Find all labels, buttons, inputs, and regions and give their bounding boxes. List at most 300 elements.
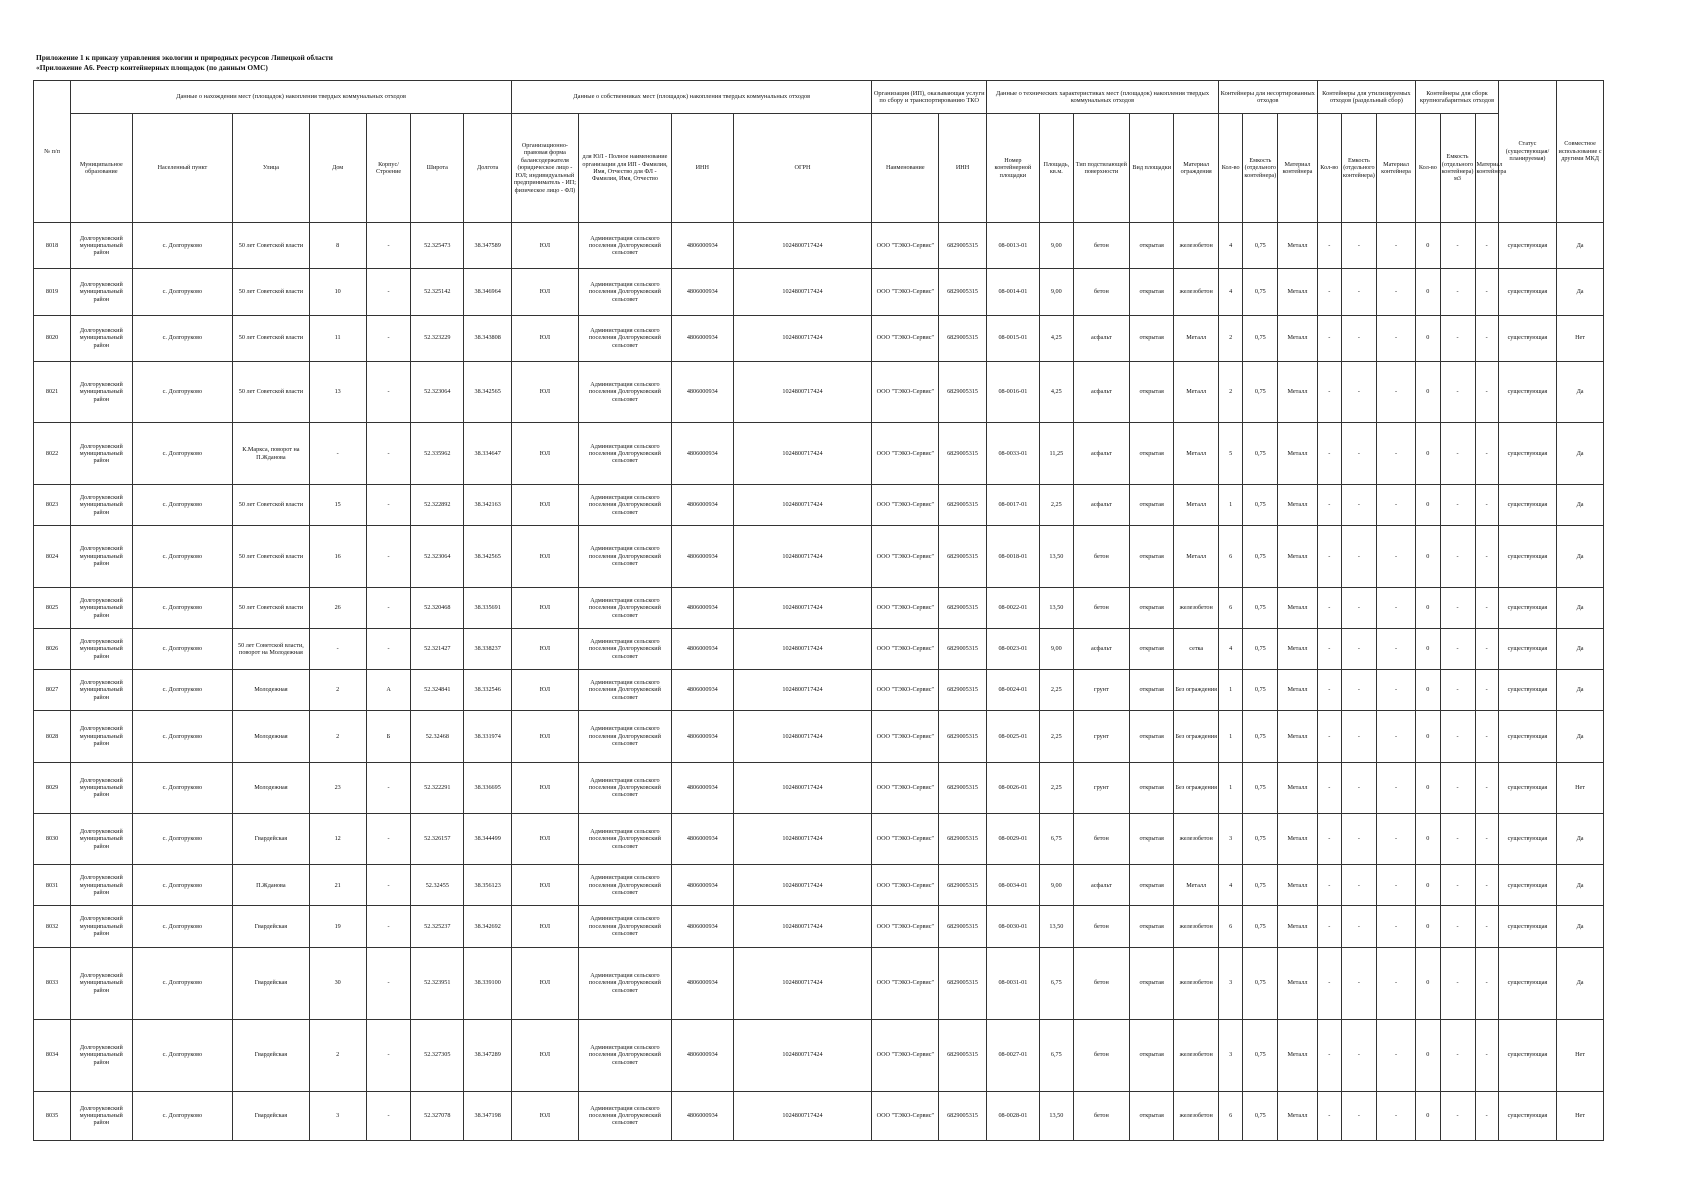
table-cell: с. Долгоруково <box>132 1091 233 1141</box>
table-cell: 38.342163 <box>464 485 512 526</box>
table-cell: ЮЛ <box>512 361 579 423</box>
table-cell: Да <box>1557 906 1604 947</box>
table-cell: 08-0027-01 <box>986 1019 1039 1091</box>
table-cell: - <box>1376 526 1415 588</box>
table-cell: 38.342692 <box>464 906 512 947</box>
table-cell: 8035 <box>34 1091 71 1141</box>
table-cell: 1 <box>1218 670 1242 711</box>
table-cell: Администрация сельского поселения Долгоруковский сельсовет <box>578 1091 671 1141</box>
table-cell: 21 <box>309 865 366 906</box>
table-cell: 52.326157 <box>411 813 464 864</box>
table-cell: Да <box>1557 587 1604 628</box>
table-cell: 4806000934 <box>672 269 733 315</box>
table-cell: 0 <box>1416 813 1440 864</box>
table-cell: - <box>1341 223 1376 269</box>
table-cell: 2 <box>1218 315 1242 361</box>
table-cell: открытая <box>1129 223 1174 269</box>
table-cell: ЮЛ <box>512 711 579 762</box>
group-header: Организация (ИП), оказывающая услуги по сбору и транспортированию ТКО <box>872 81 986 114</box>
table-cell: 9,00 <box>1039 628 1073 669</box>
table-cell: с. Долгоруково <box>132 628 233 669</box>
table-cell: - <box>1376 269 1415 315</box>
table-cell: 52.325142 <box>411 269 464 315</box>
table-cell: открытая <box>1129 628 1174 669</box>
table-cell: открытая <box>1129 1019 1174 1091</box>
table-cell: 08-0034-01 <box>986 865 1039 906</box>
table-cell: 1024800717424 <box>733 906 872 947</box>
table-cell: с. Долгоруково <box>132 526 233 588</box>
table-cell: Долгоруковский муниципальный район <box>71 813 132 864</box>
table-cell: 0 <box>1416 762 1440 813</box>
table-cell: 0,75 <box>1243 485 1278 526</box>
table-cell: 0,75 <box>1243 223 1278 269</box>
table-cell: 38.342565 <box>464 361 512 423</box>
table-cell: железобетон <box>1174 906 1219 947</box>
table-cell: Металл <box>1174 865 1219 906</box>
table-cell: Да <box>1557 269 1604 315</box>
table-cell: Да <box>1557 813 1604 864</box>
table-cell: 0,75 <box>1243 423 1278 485</box>
table-cell: 3 <box>309 1091 366 1141</box>
table-cell: - <box>1317 762 1341 813</box>
table-cell: Долгоруковский муниципальный район <box>71 1091 132 1141</box>
table-cell: Молодежная <box>233 670 309 711</box>
table-cell: асфальт <box>1073 315 1129 361</box>
table-cell: 08-0024-01 <box>986 670 1039 711</box>
table-cell: железобетон <box>1174 1091 1219 1141</box>
table-cell: ООО "ТЭКО-Сервис" <box>872 485 939 526</box>
table-cell: 50 лет Советской власти, поворот на Молодежная <box>233 628 309 669</box>
table-cell: 52.320468 <box>411 587 464 628</box>
table-cell: 52.325237 <box>411 906 464 947</box>
table-cell: 9,00 <box>1039 865 1073 906</box>
table-cell: асфальт <box>1073 628 1129 669</box>
table-cell: существующая <box>1498 485 1556 526</box>
table-cell: - <box>1341 315 1376 361</box>
table-cell: 8028 <box>34 711 71 762</box>
table-cell: - <box>1440 711 1475 762</box>
table-cell: железобетон <box>1174 1019 1219 1091</box>
table-cell: - <box>1341 906 1376 947</box>
table-cell: 6 <box>1218 587 1242 628</box>
table-cell: бетон <box>1073 587 1129 628</box>
table-cell: 9,00 <box>1039 269 1073 315</box>
group-header-row <box>34 81 1604 114</box>
table-cell: открытая <box>1129 670 1174 711</box>
table-cell: Металл <box>1174 423 1219 485</box>
table-cell: с. Долгоруково <box>132 711 233 762</box>
table-cell: 4806000934 <box>672 1091 733 1141</box>
group-header: Контейнеры для утилизируемых отходов (раздельный сбор) <box>1317 81 1416 114</box>
table-cell: Да <box>1557 628 1604 669</box>
column-header: Улица <box>233 114 309 223</box>
table-cell: существующая <box>1498 423 1556 485</box>
table-cell: 0,75 <box>1243 628 1278 669</box>
table-cell: - <box>366 906 411 947</box>
table-cell: П.Жданова <box>233 865 309 906</box>
table-cell: Гвардейская <box>233 1019 309 1091</box>
table-cell: существующая <box>1498 711 1556 762</box>
table-cell: 6829005315 <box>939 587 987 628</box>
table-cell: - <box>366 762 411 813</box>
table-cell: с. Долгоруково <box>132 485 233 526</box>
table-cell: - <box>1376 628 1415 669</box>
table-cell: 1024800717424 <box>733 526 872 588</box>
table-cell: - <box>366 526 411 588</box>
table-cell: 52.335962 <box>411 423 464 485</box>
table-cell: 0,75 <box>1243 587 1278 628</box>
table-cell: 4806000934 <box>672 587 733 628</box>
table-cell: 1024800717424 <box>733 1019 872 1091</box>
group-header: Контейнеры для сборк крупногабаритных отходов <box>1416 81 1499 114</box>
table-cell: 0,75 <box>1243 865 1278 906</box>
table-cell: - <box>1317 628 1341 669</box>
table-cell: железобетон <box>1174 947 1219 1019</box>
table-cell: Администрация сельского поселения Долгоруковский сельсовет <box>578 269 671 315</box>
column-header: Емкость (отдельного контейнера) м3 <box>1440 114 1475 223</box>
table-cell: открытая <box>1129 269 1174 315</box>
table-cell: 6 <box>1218 1091 1242 1141</box>
table-cell: Металл <box>1174 526 1219 588</box>
table-cell: 4806000934 <box>672 315 733 361</box>
table-cell: - <box>1440 315 1475 361</box>
table-cell: 0 <box>1416 711 1440 762</box>
table-cell: Долгоруковский муниципальный район <box>71 865 132 906</box>
table-cell: - <box>1341 1019 1376 1091</box>
table-cell: 4806000934 <box>672 1019 733 1091</box>
table-cell: открытая <box>1129 423 1174 485</box>
table-cell: 52.324841 <box>411 670 464 711</box>
table-cell: Металл <box>1278 269 1317 315</box>
table-row <box>34 762 1604 813</box>
table-cell: 52.327078 <box>411 1091 464 1141</box>
table-cell: с. Долгоруково <box>132 361 233 423</box>
table-cell: 4 <box>1218 865 1242 906</box>
table-cell: - <box>1317 1019 1341 1091</box>
table-cell: 38.338237 <box>464 628 512 669</box>
table-cell: 4806000934 <box>672 670 733 711</box>
caption-line-2: «Приложение А6. Реестр контейнерных площадок (по данным ОМС) <box>36 63 268 72</box>
table-cell: Долгоруковский муниципальный район <box>71 947 132 1019</box>
table-cell: 38.347198 <box>464 1091 512 1141</box>
table-cell: Гвардейская <box>233 813 309 864</box>
column-header: ОГРН <box>733 114 872 223</box>
table-cell: - <box>1317 361 1341 423</box>
table-cell: 38.339100 <box>464 947 512 1019</box>
table-cell: - <box>1376 762 1415 813</box>
table-cell: Долгоруковский муниципальный район <box>71 485 132 526</box>
table-cell: Металл <box>1278 361 1317 423</box>
table-cell: - <box>1376 670 1415 711</box>
table-cell: существующая <box>1498 813 1556 864</box>
table-cell: 38.332546 <box>464 670 512 711</box>
table-cell: 1024800717424 <box>733 1091 872 1141</box>
table-cell: существующая <box>1498 947 1556 1019</box>
table-cell: - <box>1341 1091 1376 1141</box>
table-cell: К.Маркса, поворот на П.Жданова <box>233 423 309 485</box>
table-cell: ООО "ТЭКО-Сервис" <box>872 315 939 361</box>
table-cell: 13,50 <box>1039 906 1073 947</box>
table-cell: 11,25 <box>1039 423 1073 485</box>
table-cell: 6829005315 <box>939 711 987 762</box>
table-cell: существующая <box>1498 1019 1556 1091</box>
table-cell: - <box>366 485 411 526</box>
table-cell: 08-0026-01 <box>986 762 1039 813</box>
column-header: Широта <box>411 114 464 223</box>
table-cell: 1024800717424 <box>733 361 872 423</box>
table-cell: ООО "ТЭКО-Сервис" <box>872 947 939 1019</box>
table-cell: Администрация сельского поселения Долгоруковский сельсовет <box>578 670 671 711</box>
table-cell: 50 лет Советской власти <box>233 361 309 423</box>
table-cell: 6829005315 <box>939 762 987 813</box>
table-cell: ЮЛ <box>512 813 579 864</box>
table-cell: ООО "ТЭКО-Сервис" <box>872 587 939 628</box>
table-cell: Б <box>366 711 411 762</box>
table-cell: - <box>1341 587 1376 628</box>
table-cell: 4806000934 <box>672 628 733 669</box>
table-cell: 23 <box>309 762 366 813</box>
table-cell: 0,75 <box>1243 711 1278 762</box>
table-cell: - <box>1376 1019 1415 1091</box>
table-cell: открытая <box>1129 947 1174 1019</box>
table-cell: ЮЛ <box>512 762 579 813</box>
table-cell: Администрация сельского поселения Долгоруковский сельсовет <box>578 865 671 906</box>
table-cell: - <box>1440 587 1475 628</box>
table-cell: 1 <box>1218 762 1242 813</box>
table-cell: 13,50 <box>1039 587 1073 628</box>
table-cell: 26 <box>309 587 366 628</box>
table-cell: Администрация сельского поселения Долгоруковский сельсовет <box>578 587 671 628</box>
table-cell: - <box>1341 813 1376 864</box>
table-cell: открытая <box>1129 813 1174 864</box>
table-cell: существующая <box>1498 315 1556 361</box>
table-row <box>34 711 1604 762</box>
table-cell: бетон <box>1073 1019 1129 1091</box>
table-cell: открытая <box>1129 485 1174 526</box>
table-cell: ЮЛ <box>512 628 579 669</box>
table-cell: 4 <box>1218 628 1242 669</box>
table-cell: - <box>1475 1091 1498 1141</box>
table-cell: Долгоруковский муниципальный район <box>71 361 132 423</box>
table-cell: - <box>1440 361 1475 423</box>
column-header: Материал контейнера <box>1278 114 1317 223</box>
column-header: Материал ограждения <box>1174 114 1219 223</box>
table-cell: Долгоруковский муниципальный район <box>71 906 132 947</box>
table-cell: 0,75 <box>1243 762 1278 813</box>
table-cell: 38.342565 <box>464 526 512 588</box>
table-cell: 4806000934 <box>672 485 733 526</box>
table-cell: асфальт <box>1073 865 1129 906</box>
table-cell: - <box>1341 485 1376 526</box>
table-cell: А <box>366 670 411 711</box>
table-cell: - <box>1341 947 1376 1019</box>
table-cell: Металл <box>1278 628 1317 669</box>
table-cell: грунт <box>1073 762 1129 813</box>
table-cell: 11 <box>309 315 366 361</box>
table-cell: 6829005315 <box>939 628 987 669</box>
table-cell: Металл <box>1278 485 1317 526</box>
table-cell: - <box>1317 223 1341 269</box>
table-cell: 0,75 <box>1243 269 1278 315</box>
table-cell: 0 <box>1416 423 1440 485</box>
table-cell: 6829005315 <box>939 315 987 361</box>
table-cell: 8021 <box>34 361 71 423</box>
table-cell: 1024800717424 <box>733 947 872 1019</box>
table-cell: 4,25 <box>1039 315 1073 361</box>
table-cell: - <box>366 223 411 269</box>
table-cell: 08-0028-01 <box>986 1091 1039 1141</box>
column-header: Корпус/Строение <box>366 114 411 223</box>
table-cell: 15 <box>309 485 366 526</box>
table-cell: Металл <box>1278 670 1317 711</box>
table-cell: 6829005315 <box>939 361 987 423</box>
table-cell: асфальт <box>1073 485 1129 526</box>
table-cell: - <box>1317 269 1341 315</box>
table-cell: - <box>1341 670 1376 711</box>
group-header: Данные о нахождении мест (площадок) накопления твердых коммунальных отходов <box>71 81 512 114</box>
table-cell: Нет <box>1557 315 1604 361</box>
table-cell: ООО "ТЭКО-Сервис" <box>872 361 939 423</box>
table-cell: - <box>1317 865 1341 906</box>
table-cell: - <box>1475 906 1498 947</box>
table-cell: 38.356123 <box>464 865 512 906</box>
group-header: Данные о собственниках мест (площадок) накопления твердых коммунальных отходов <box>512 81 872 114</box>
table-cell: 1024800717424 <box>733 711 872 762</box>
table-cell: с. Долгоруково <box>132 762 233 813</box>
table-cell: - <box>1475 423 1498 485</box>
table-cell: бетон <box>1073 906 1129 947</box>
table-cell: асфальт <box>1073 423 1129 485</box>
table-cell: 3 <box>1218 813 1242 864</box>
table-cell: 0 <box>1416 947 1440 1019</box>
table-cell: - <box>1341 865 1376 906</box>
table-cell: Молодежная <box>233 711 309 762</box>
column-header: Кол-во <box>1416 114 1440 223</box>
table-cell: 08-0031-01 <box>986 947 1039 1019</box>
table-cell: 1024800717424 <box>733 223 872 269</box>
table-cell: Долгоруковский муниципальный район <box>71 711 132 762</box>
table-row <box>34 865 1604 906</box>
table-cell: железобетон <box>1174 223 1219 269</box>
table-cell: ООО "ТЭКО-Сервис" <box>872 865 939 906</box>
table-cell: 8020 <box>34 315 71 361</box>
table-cell: ЮЛ <box>512 423 579 485</box>
table-cell: ЮЛ <box>512 865 579 906</box>
table-cell: - <box>1475 711 1498 762</box>
table-cell: - <box>1475 361 1498 423</box>
table-cell: Металл <box>1278 423 1317 485</box>
table-cell: ООО "ТЭКО-Сервис" <box>872 628 939 669</box>
table-cell: - <box>1317 485 1341 526</box>
table-cell: 52.321427 <box>411 628 464 669</box>
group-header: Контейнеры для несортированных отходов <box>1218 81 1317 114</box>
table-cell: 38.336695 <box>464 762 512 813</box>
table-cell: - <box>366 1091 411 1141</box>
column-header: Тип подстилающей поверхности <box>1073 114 1129 223</box>
table-cell: 6829005315 <box>939 423 987 485</box>
table-cell: 3 <box>1218 1019 1242 1091</box>
table-cell: существующая <box>1498 670 1556 711</box>
table-cell: 0 <box>1416 587 1440 628</box>
table-row <box>34 906 1604 947</box>
table-cell: существующая <box>1498 361 1556 423</box>
table-cell: 4806000934 <box>672 223 733 269</box>
table-cell: 6829005315 <box>939 485 987 526</box>
table-cell: Да <box>1557 223 1604 269</box>
table-cell: 50 лет Советской власти <box>233 223 309 269</box>
table-cell: 2,25 <box>1039 711 1073 762</box>
table-cell: - <box>1440 865 1475 906</box>
table-cell: 2 <box>309 1019 366 1091</box>
table-cell: 0 <box>1416 906 1440 947</box>
table-cell: - <box>1341 762 1376 813</box>
table-cell: открытая <box>1129 526 1174 588</box>
table-cell: Администрация сельского поселения Долгоруковский сельсовет <box>578 223 671 269</box>
table-row <box>34 315 1604 361</box>
table-cell: Администрация сельского поселения Долгоруковский сельсовет <box>578 315 671 361</box>
column-header: № п/п <box>34 81 71 223</box>
table-cell: Металл <box>1174 361 1219 423</box>
table-cell: 0 <box>1416 223 1440 269</box>
table-cell: ООО "ТЭКО-Сервис" <box>872 711 939 762</box>
table-cell: Администрация сельского поселения Долгоруковский сельсовет <box>578 361 671 423</box>
table-cell: 08-0013-01 <box>986 223 1039 269</box>
table-cell: - <box>1475 813 1498 864</box>
table-cell: бетон <box>1073 947 1129 1019</box>
table-cell: ЮЛ <box>512 1019 579 1091</box>
table-cell: 13,50 <box>1039 1091 1073 1141</box>
table-cell: Металл <box>1278 762 1317 813</box>
table-cell: Гвардейская <box>233 906 309 947</box>
table-cell: Долгоруковский муниципальный район <box>71 423 132 485</box>
column-header: Населенный пункт <box>132 114 233 223</box>
table-cell: - <box>1475 223 1498 269</box>
table-cell: 0,75 <box>1243 526 1278 588</box>
table-cell: 8029 <box>34 762 71 813</box>
table-cell: 8026 <box>34 628 71 669</box>
table-cell: 0 <box>1416 526 1440 588</box>
table-cell: 1024800717424 <box>733 762 872 813</box>
column-header: Номер контейнерной площадки <box>986 114 1039 223</box>
table-cell: 6,75 <box>1039 813 1073 864</box>
table-header <box>34 81 1604 223</box>
table-cell: 8 <box>309 223 366 269</box>
table-cell: Администрация сельского поселения Долгоруковский сельсовет <box>578 813 671 864</box>
table-cell: 8025 <box>34 587 71 628</box>
table-cell: 0 <box>1416 485 1440 526</box>
table-cell: - <box>1475 485 1498 526</box>
table-cell: - <box>366 865 411 906</box>
table-cell: 50 лет Советской власти <box>233 485 309 526</box>
table-cell: Долгоруковский муниципальный район <box>71 762 132 813</box>
column-header: Наименование <box>872 114 939 223</box>
table-cell: с. Долгоруково <box>132 906 233 947</box>
table-cell: 08-0022-01 <box>986 587 1039 628</box>
table-cell: Да <box>1557 526 1604 588</box>
table-cell: 6829005315 <box>939 1019 987 1091</box>
table-cell: Нет <box>1557 1019 1604 1091</box>
table-cell: - <box>1341 423 1376 485</box>
table-cell: Гвардейская <box>233 947 309 1019</box>
table-cell: бетон <box>1073 526 1129 588</box>
table-cell: с. Долгоруково <box>132 813 233 864</box>
table-cell: Администрация сельского поселения Долгоруковский сельсовет <box>578 1019 671 1091</box>
table-cell: 12 <box>309 813 366 864</box>
table-cell: 52.325473 <box>411 223 464 269</box>
table-cell: 50 лет Советской власти <box>233 269 309 315</box>
table-cell: Металл <box>1278 711 1317 762</box>
table-cell: Да <box>1557 423 1604 485</box>
